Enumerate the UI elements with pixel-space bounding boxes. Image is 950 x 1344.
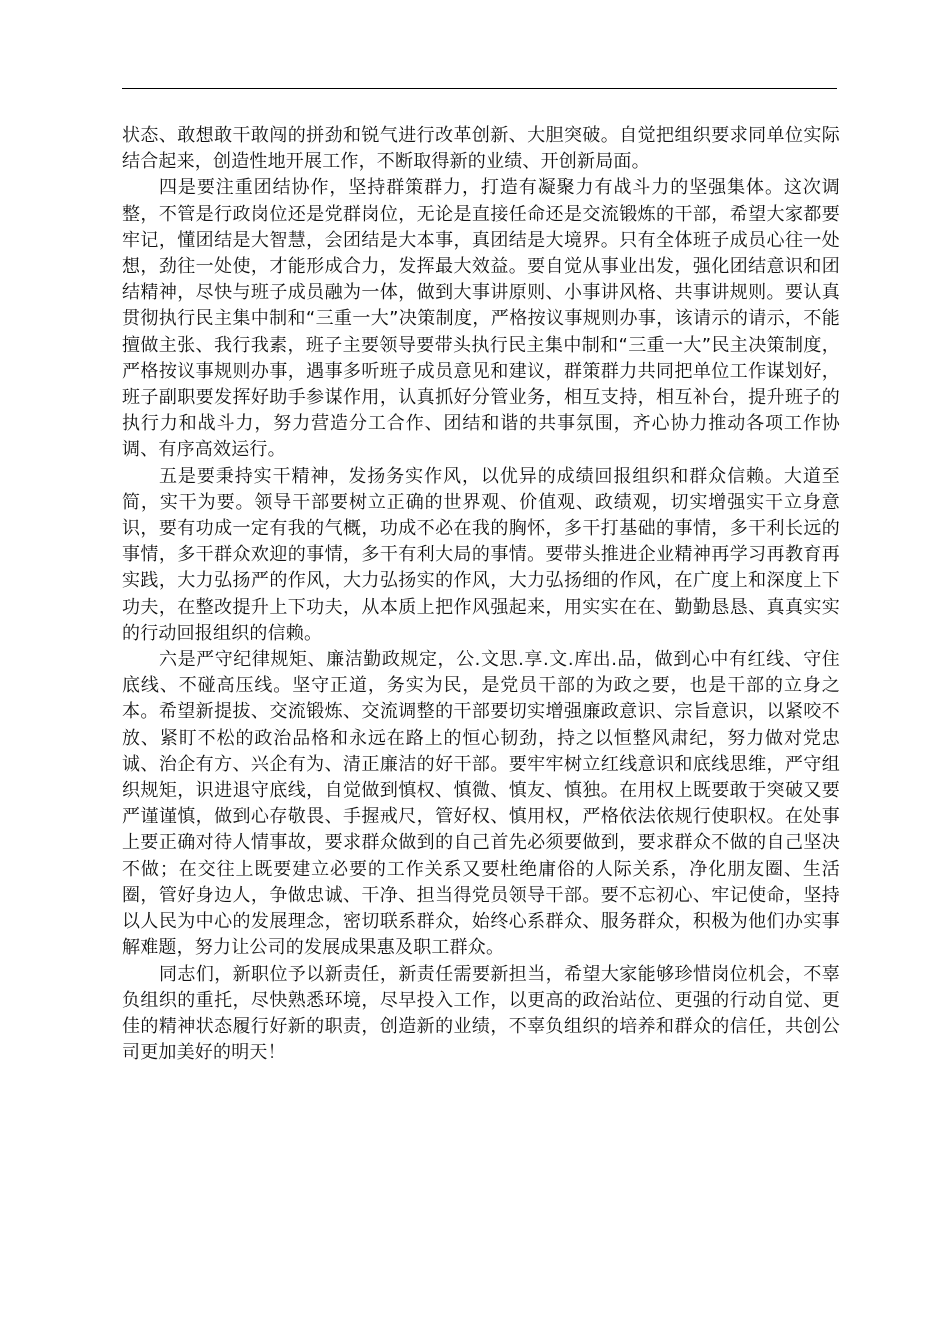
paragraph-discipline-integrity: 六是严守纪律规矩、廉洁勤政规定，公.文思.享.文.库出.品，做到心中有红线、守住底线、不碰高压线。坚守正道，务实为民，是党员干部的为政之要，也是干部的立身之本。希望新提拔、交流锻炼、交流调整的干部要切实增强廉政意识、宗旨意识，以紧咬不放、紧盯不松的政治品格和永远在路上的恒心韧劲，持之以恒整风肃纪，努力做对党忠诚、治企有方、兴企有为、清正廉洁的好干部。要牢牢树立红线意识和底线思维，严守组织规矩，识进退守底线，自觉做到慎权、慎微、慎友、慎独。在用权上既要敢于突破又要严谨谨慎，做到心存敬畏、手握戒尺，管好权、慎用权，严格依法依规行使职权。在处事上要正确对待人情事故，要求群众做到的自己首先必须要做到，要求群众不做的自己坚决不做；在交往上既要建立必要的工作关系又要杜绝庸俗的人际关系，净化朋友圈、生活圈，管好身边人，争做忠诚、干净、担当得党员领导干部。要不忘初心、牢记使命，坚持以人民为中心的发展理念，密切联系群众，始终心系群众、服务群众，积极为他们办实事解难题，努力让公司的发展成果惠及职工群众。 bbox=[122, 649, 840, 959]
paragraph-continuation: 状态、敢想敢干敢闯的拼劲和锐气进行改革创新、大胆突破。自觉把组织要求同单位实际结合起来，创造性地开展工作，不断取得新的业绩、开创新局面。 bbox=[122, 125, 840, 173]
paragraph-unity-cooperation: 四是要注重团结协作，坚持群策群力，打造有凝聚力有战斗力的坚强集体。这次调整，不管是行政岗位还是党群岗位，无论是直接任命还是交流锻炼的干部，希望大家都要牢记，懂团结是大智慧，会团结是大本事，真团结是大境界。只有全体班子成员心往一处想，劲往一处使，才能形成合力，发挥最大效益。要自觉从事业出发，强化团结意识和团结精神，尽快与班子成员融为一体，做到大事讲原则、小事讲风格、共事讲规则。要认真贯彻执行民主集中制和“三重一大”决策制度，严格按议事规则办事，该请示的请示，不能擅做主张、我行我素，班子主要领导要带头执行民主集中制和“三重一大”民主决策制度，严格按议事规则办事，遇事多听班子成员意见和建议，群策群力共同把单位工作谋划好，班子副职要发挥好助手参谋作用，认真抓好分管业务，相互支持，相互补台，提升班子的执行力和战斗力，努力营造分工合作、团结和谐的共事氛围，齐心协力推动各项工作协调、有序高效运行。 bbox=[122, 177, 840, 461]
header-rule bbox=[122, 88, 837, 89]
paragraph-closing: 同志们，新职位予以新责任，新责任需要新担当，希望大家能够珍惜岗位机会，不辜负组织的重托，尽快熟悉环境，尽早投入工作，以更高的政治站位、更强的行动自觉、更佳的精神状态履行好新的职责，创造新的业绩，不辜负组织的培养和群众的信任，共创公司更加美好的明天！ bbox=[122, 963, 840, 1064]
document-body bbox=[122, 123, 840, 1066]
paragraph-practical-spirit: 五是要秉持实干精神，发扬务实作风，以优异的成绩回报组织和群众信赖。大道至简，实干为要。领导干部要树立正确的世界观、价值观、政绩观，切实增强实干立身意识，要有功成一定有我的气概，功成不必在我的胸怀，多干打基础的事情，多干利长远的事情，多干群众欢迎的事情，多干有利大局的事情。要带头推进企业精神再学习再教育再实践，大力弘扬严的作风，大力弘扬实的作风，大力弘扬细的作风，在广度上和深度上下功夫，在整改提升上下功夫，从本质上把作风强起来，用实实在在、勤勤恳恳、真真实实的行动回报组织的信赖。 bbox=[122, 465, 840, 644]
